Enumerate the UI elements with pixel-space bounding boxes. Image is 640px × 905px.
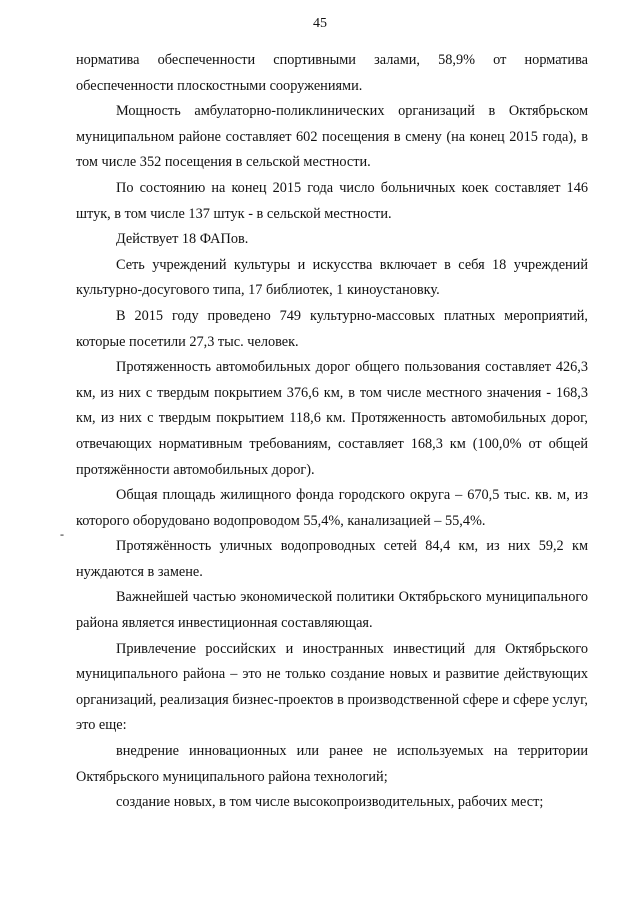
paragraph: внедрение инновационных или ранее не используемых на территории Октябрьского муниципального района технологий; xyxy=(76,743,588,785)
paragraph: Протяженность автомобильных дорог общего пользования составляет 426,3 км, из них с твердым покрытием 376,6 км, в том числе местного значения - 168,3 км, из них с твердым покрытием 118,6 км. Протяженность автомобильных дорог, отвечающих нормативным требованиям, составляет 168,3 км (100,0% от общей протяжённости автомобильных дорог). xyxy=(76,359,588,478)
paragraph: По состоянию на конец 2015 года число больничных коек составляет 146 штук, в том числе 137 штук - в сельской местности. xyxy=(76,179,588,222)
paragraph: Привлечение российских и иностранных инвестиций для Октябрьского муниципального района – это не только создание новых и развитие действующих организаций, реализация бизнес-проектов в производственной сфере и сфере услуг, это еще: xyxy=(76,640,588,734)
paragraph: Общая площадь жилищного фонда городского округа – 670,5 тыс. кв. м, из которого оборудовано водопроводом 55,4%, канализацией – 55,4%. xyxy=(76,487,588,529)
paragraph: Протяжённость уличных водопроводных сетей 84,4 км, из них 59,2 км нуждаются в замене. xyxy=(76,538,588,580)
paragraph: В 2015 году проведено 749 культурно-массовых платных мероприятий, которые посетили 27,3 тыс. человек. xyxy=(76,307,588,350)
margin-mark: - xyxy=(60,527,64,541)
paragraph: норматива обеспеченности спортивными залами, 58,9% от норматива обеспеченности плоскостными сооружениями. xyxy=(76,52,588,94)
page-number: 45 xyxy=(313,16,327,31)
paragraph: Сеть учреждений культуры и искусства включает в себя 18 учреждений культурно-досугового типа, 17 библиотек, 1 киноустановку. xyxy=(76,256,588,299)
body-text xyxy=(76,48,588,816)
paragraph: Действует 18 ФАПов. xyxy=(116,231,249,248)
paragraph: создание новых, в том числе высокопроизводительных, рабочих мест; xyxy=(116,794,544,811)
paragraph: Мощность амбулаторно-поликлинических организаций в Октябрьском муниципальном районе составляет 602 посещения в смену (на конец 2015 года), в том числе 352 посещения в сельской местности. xyxy=(76,103,588,171)
paragraph: Важнейшей частью экономической политики Октябрьского муниципального района является инвестиционная составляющая. xyxy=(76,589,588,632)
